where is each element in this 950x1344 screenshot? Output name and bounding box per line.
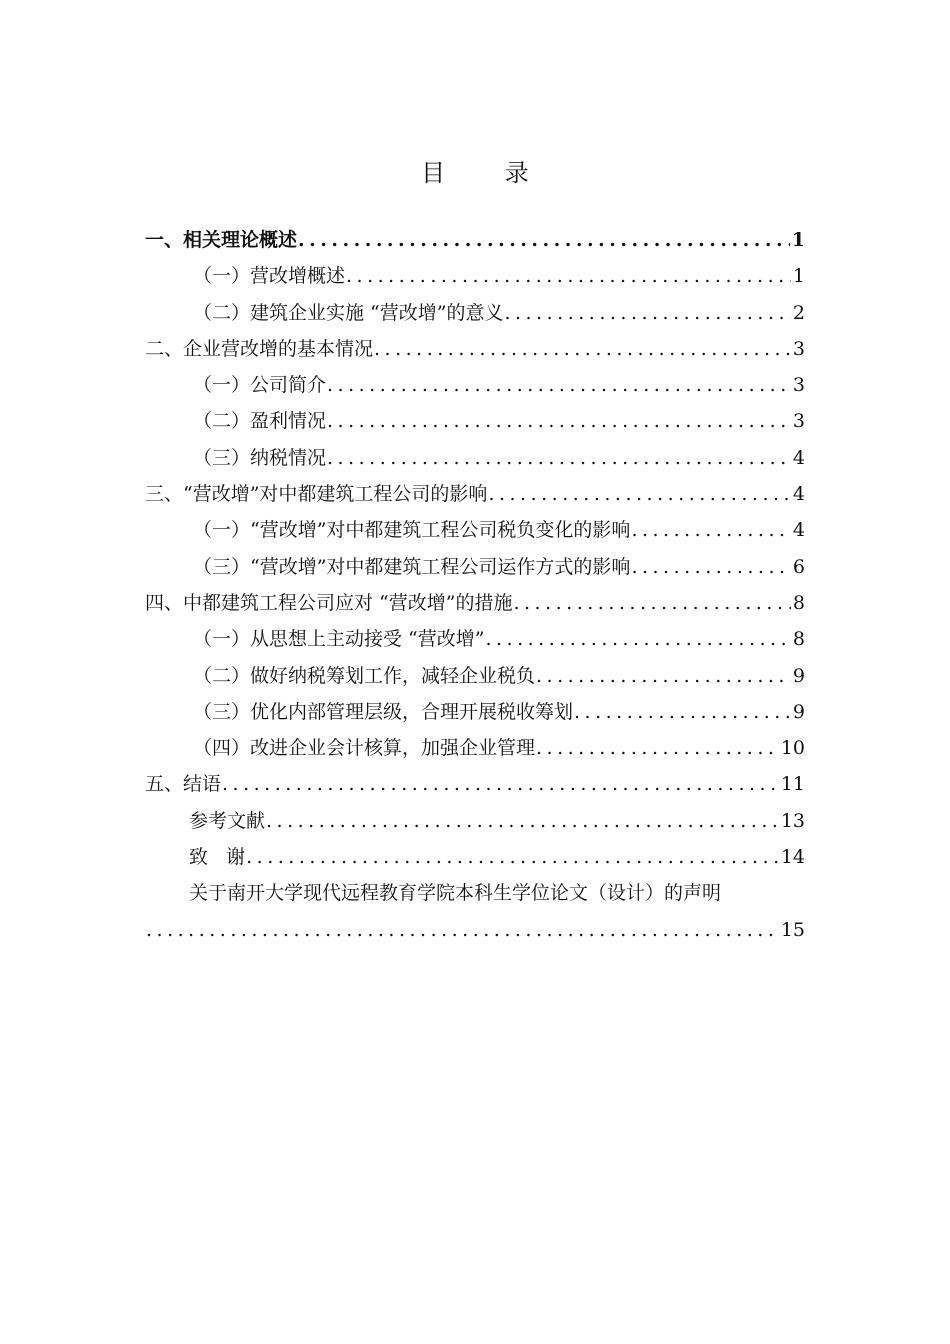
toc-entry[interactable] (145, 730, 805, 766)
toc-entry-title: 二、企业营改增的基本情况 (145, 337, 374, 360)
toc-entry-page: 1 (792, 265, 805, 288)
toc-entry[interactable] (145, 803, 805, 839)
toc-entry-page: 4 (792, 519, 805, 542)
toc-entry-title: 五、结语 (145, 773, 222, 796)
toc-entry[interactable] (145, 476, 805, 512)
toc-entry-page: 8 (792, 628, 805, 651)
toc-entry-title: 三、“营改增”对中都建筑工程公司的影响 (145, 483, 488, 506)
toc-entry-page: 4 (792, 446, 805, 469)
toc-dot-leader (574, 694, 791, 730)
toc-entry-page: 10 (780, 737, 805, 760)
toc-entry[interactable] (145, 403, 805, 439)
toc-entry-page: 3 (792, 337, 805, 360)
toc-entry-page: 1 (791, 229, 805, 251)
toc-dot-leader (246, 839, 779, 875)
toc-entry[interactable] (145, 440, 805, 476)
toc-dot-leader (536, 658, 791, 694)
toc-dot-leader (536, 730, 779, 766)
toc-entry[interactable] (145, 585, 805, 621)
toc-dot-leader (631, 549, 790, 585)
toc-entry-title: （四）改进企业会计核算，加强企业管理 (193, 737, 536, 760)
toc-entry-page: 2 (792, 301, 805, 324)
toc-entry-title: 四、中都建筑工程公司应对 “营改增”的措施 (145, 591, 513, 614)
toc-entry[interactable] (145, 839, 805, 875)
toc-entry-page: 3 (792, 374, 805, 397)
toc-entry[interactable] (145, 331, 805, 367)
toc-dot-leader (222, 766, 779, 802)
toc-entry[interactable] (145, 367, 805, 403)
toc-entry-title: （一）营改增概述 (193, 265, 346, 288)
toc-dot-leader (298, 222, 790, 258)
toc-entry[interactable] (145, 694, 805, 730)
toc-entry[interactable] (145, 621, 805, 657)
toc-dot-leader (327, 367, 791, 403)
toc-entry-page: 9 (792, 700, 805, 723)
toc-entry-title: （二）做好纳税筹划工作，减轻企业税负 (193, 664, 536, 687)
toc-entry-page: 3 (792, 410, 805, 433)
toc-entry[interactable] (145, 549, 805, 585)
toc-entry-page: 6 (792, 555, 805, 578)
toc-entry[interactable] (145, 258, 805, 294)
toc-entry-statement[interactable] (145, 875, 805, 911)
toc-dot-leader (504, 295, 790, 331)
toc-entry-title: （三）纳税情况 (193, 446, 327, 469)
toc-dot-leader (513, 585, 790, 621)
toc-dot-leader (266, 803, 779, 839)
toc-dot-leader (488, 476, 790, 512)
toc-entry-title: （三）“营改增”对中都建筑工程公司运作方式的影响 (193, 555, 631, 578)
toc-entry-page: 8 (792, 591, 805, 614)
toc-entry-title: 参考文献 (189, 809, 266, 832)
toc-entry[interactable] (145, 512, 805, 548)
toc-entry-page: 11 (780, 773, 805, 796)
toc-entry[interactable] (145, 222, 805, 258)
toc-entry-title: 关于南开大学现代远程教育学院本科生学位论文（设计）的声明 (189, 882, 722, 905)
toc-entry-page: 4 (792, 483, 805, 506)
toc-entry-page: 15 (780, 918, 805, 941)
table-of-contents (145, 222, 805, 948)
toc-entry-title: （一）从思想上主动接受 “营改增” (193, 628, 485, 651)
toc-dot-leader (327, 440, 791, 476)
toc-dot-leader (327, 403, 791, 439)
toc-entry[interactable] (145, 658, 805, 694)
toc-dot-leader (346, 258, 791, 294)
toc-entry-page: 9 (792, 664, 805, 687)
toc-entry-statement-leader (145, 912, 805, 948)
toc-entry-title: 一、相关理论概述 (145, 229, 298, 251)
toc-entry[interactable] (145, 295, 805, 331)
toc-dot-leader (374, 331, 791, 367)
toc-entry-title: （二）盈利情况 (193, 410, 327, 433)
page-title: 目 录 (421, 159, 555, 187)
toc-dot-leader (631, 512, 790, 548)
toc-entry-page: 14 (780, 846, 805, 869)
toc-dot-leader (485, 621, 790, 657)
toc-entry-title: （一）“营改增”对中都建筑工程公司税负变化的影响 (193, 519, 631, 542)
toc-entry-title: （一）公司简介 (193, 374, 327, 397)
toc-entry-page: 13 (780, 809, 805, 832)
toc-entry[interactable] (145, 766, 805, 802)
toc-entry-title: （三）优化内部管理层级，合理开展税收筹划 (193, 700, 574, 723)
toc-dot-leader (146, 912, 779, 948)
toc-entry-title: （二）建筑企业实施 “营改增”的意义 (193, 301, 504, 324)
toc-entry-title: 致 谢 (189, 846, 246, 869)
